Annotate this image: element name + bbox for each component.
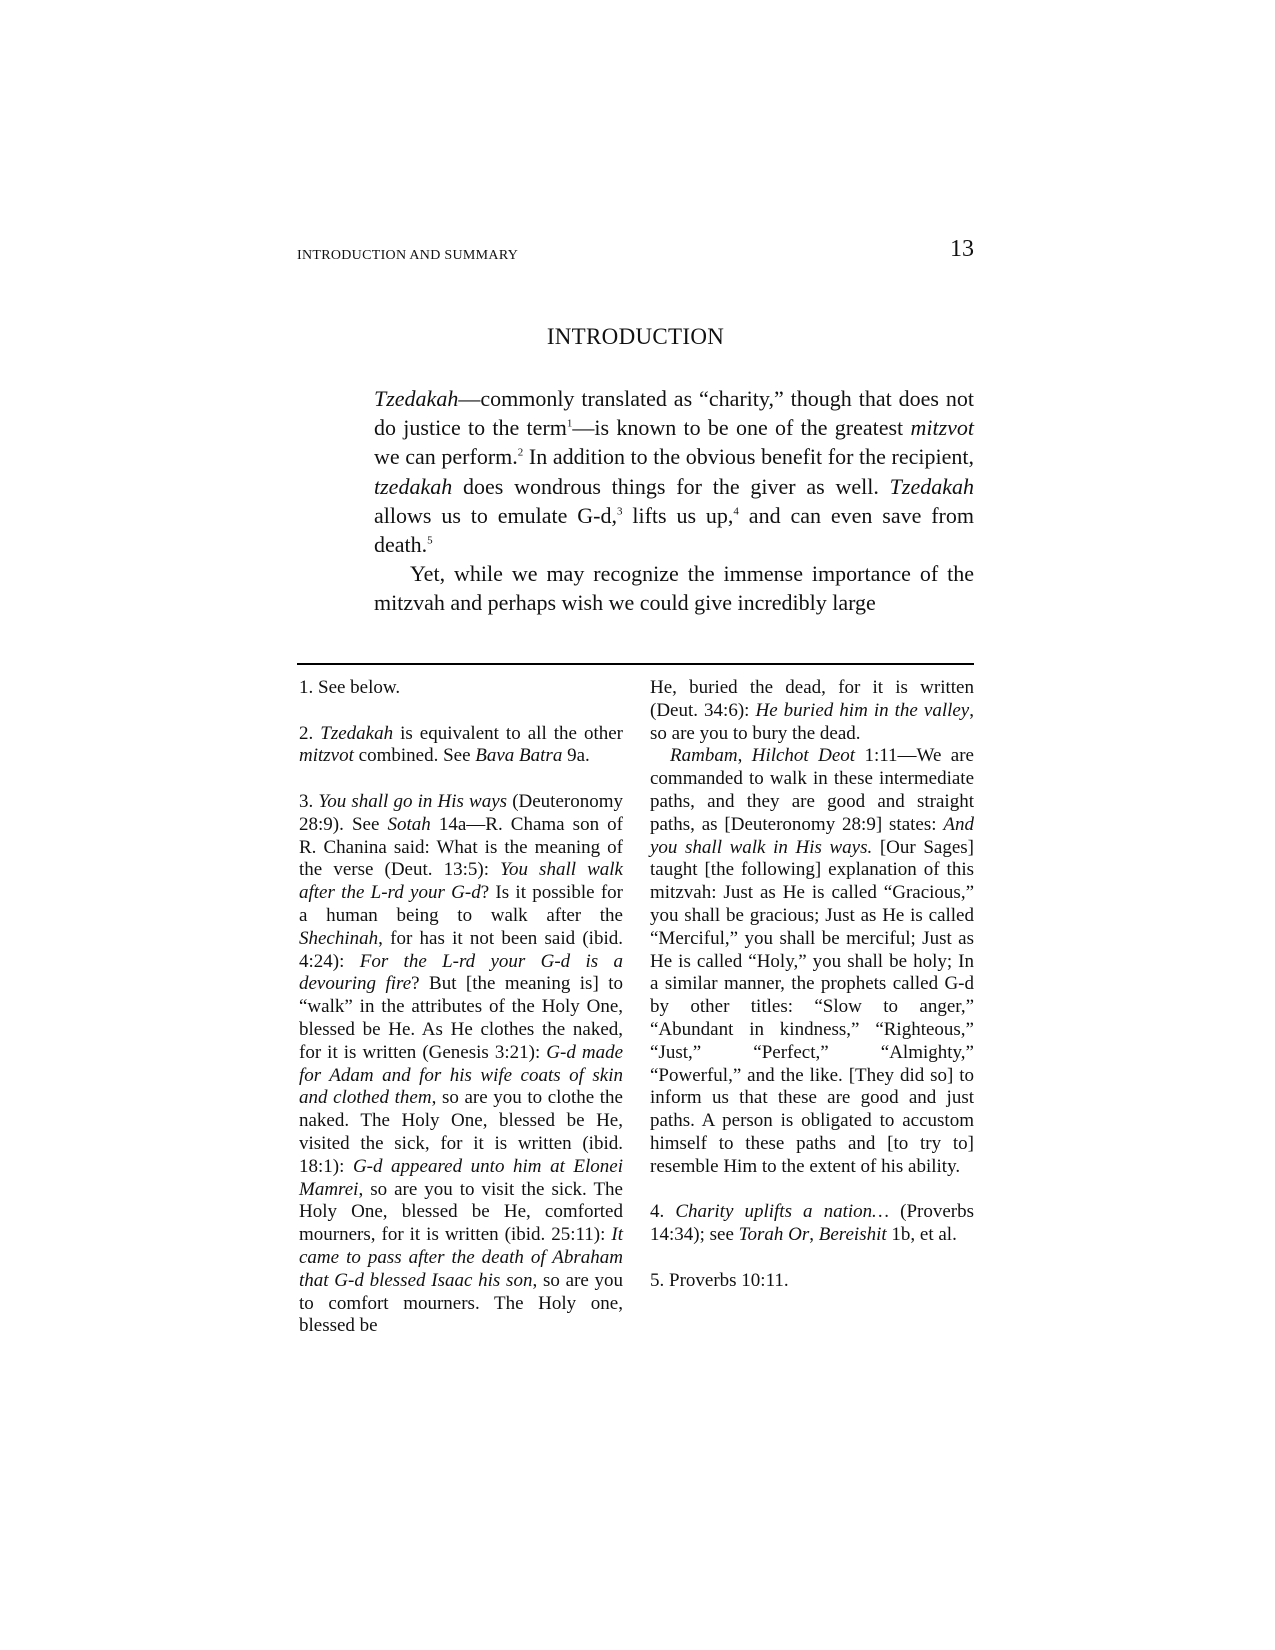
source: Hilchot Deot (751, 745, 856, 767)
paragraph-1 (374, 384, 974, 559)
footnote-ref-5[interactable]: 5 (427, 534, 433, 547)
term: Tzedakah (374, 386, 459, 411)
text: —is known to be one of the greatest (572, 415, 911, 441)
quote: He buried him in the valley (755, 699, 970, 721)
footnote-5: 5. Proverbs 10:11. (650, 1269, 789, 1291)
footnote-4 (650, 1201, 974, 1247)
term: tzedakah (374, 473, 453, 499)
term: Shechinah (299, 927, 379, 949)
body-text (374, 384, 974, 618)
paragraph-2: Yet, while we may recognize the immense importance of the mitzvah and perhaps wish we could give incredibly large (374, 561, 974, 616)
text: we can perform. (374, 444, 518, 470)
footnote-ref-1[interactable]: 1 (566, 417, 573, 430)
footnote-3-continued (650, 677, 974, 745)
text: 4. (650, 1201, 676, 1223)
text: lifts us up, (622, 502, 734, 528)
source: Rambam (670, 745, 738, 767)
footnote-1: 1. See below. (299, 677, 401, 698)
quote: You shall go in His ways (318, 790, 508, 812)
text: 14a—R. Chama son of R. Chanina said: What is the meaning of the verse (Deut. 13:5): (299, 813, 623, 881)
footnote-separator (297, 663, 974, 665)
footnote-2 (299, 723, 623, 769)
text: 9a. (562, 745, 590, 767)
quote: And you shall walk in His ways. (650, 813, 974, 858)
quote: It came to pass after the death of Abraham that G-d blessed Isaac his son (299, 1224, 623, 1291)
text: In addition to the obvious benefit for the recipient, (523, 444, 974, 470)
footnotes-right-column (650, 677, 974, 1315)
term: mitzvot (910, 415, 975, 441)
text: 1:11—We are commanded to walk in these intermediate paths, and they are good and straight paths, as [Deuteronomy 28:9] states: (650, 745, 974, 835)
text: [Our Sages] taught [the following] explanation of this mitzvah: Just as He is called “Gracious,” you shall be gracious; Just as He is called “Merciful,” you shall be merciful; Just as He is called “Holy,” you shall be holy; In a similar manner, the prophets called G-d by other titles: “Slow to anger,” “Abundant in kindness,” “Righteous,” “Just,” “Perfect,” “Almighty,” “Powerful,” and the like. [They did so] to inform us that these are good and just paths. A person is obligated to accustom himself to these paths and [to try to] resemble Him to the extent of his ability. (650, 836, 974, 1177)
section-title: INTRODUCTION (546, 324, 725, 349)
text: , (809, 1224, 819, 1246)
footnote-ref-2[interactable]: 2 (517, 447, 524, 460)
text: is equivalent to all the other (393, 722, 623, 744)
footnotes-left-column (299, 677, 623, 1338)
text: He, buried the dead, for it is written (Deut. 34:6): (650, 677, 974, 721)
text: allows us to emulate G-d, (374, 502, 617, 528)
text: 3. (299, 790, 319, 812)
text: (Deuteronomy 28:9). See (299, 790, 623, 835)
footnote-3 (299, 791, 623, 1338)
footnote-ref-3[interactable]: 3 (616, 505, 623, 518)
text: , (737, 745, 752, 767)
text: (Proverbs 14:34); see (650, 1201, 974, 1246)
text: ? Is it possible for a human being to walk after the (299, 882, 623, 926)
term: Tzedakah (320, 722, 394, 744)
source: Bereishit (818, 1224, 887, 1246)
text: , so are you to visit the sick. The Holy One, blessed be He, comforted mourners, for it is written (ibid. 25:11): (299, 1178, 623, 1246)
text: 1b, et al. (886, 1224, 957, 1246)
quote: You shall walk after the L-rd your G-d (299, 859, 623, 904)
text: , so are you to clothe the naked. The Holy One, blessed be He, visited the sick, for it is written (ibid. 18:1): (299, 1087, 623, 1177)
footnote-ref-4[interactable]: 4 (733, 505, 739, 518)
quote: For the L-rd your G-d is a devouring fire (299, 950, 624, 995)
page-number: 13 (950, 236, 974, 262)
text: , for has it not been said (ibid. 4:24): (299, 927, 623, 972)
source: Torah Or (738, 1224, 810, 1246)
text: ? But [the meaning is] to “walk” in the attributes of the Holy One, blessed be He. As He clothes the naked, for it is written (Genesis 3:21): (299, 973, 623, 1063)
text: —commonly translated as “charity,” though that does not do justice to the term (374, 386, 974, 441)
running-head: INTRODUCTION AND SUMMARY (297, 248, 519, 263)
text: and can even save from death. (374, 502, 974, 558)
text: 2. (299, 722, 321, 744)
source: Sotah (387, 813, 431, 835)
quote: Charity uplifts a nation… (675, 1201, 890, 1223)
text: , so are you to bury the dead. (650, 699, 974, 744)
quote: G-d made for Adam and for his wife coats of skin and clothed them (299, 1041, 623, 1109)
footnote-3-rambam (650, 745, 974, 1178)
term: mitzvot (299, 745, 354, 767)
term: Tzedakah (889, 473, 974, 499)
text: combined. See (353, 745, 476, 767)
quote: G-d appeared unto him at Elonei Mamrei (299, 1155, 623, 1200)
text: does wondrous things for the giver as well. (452, 473, 890, 499)
text: , so are you to comfort mourners. The Holy one, blessed be (299, 1269, 623, 1337)
source: Bava Batra (475, 745, 563, 767)
